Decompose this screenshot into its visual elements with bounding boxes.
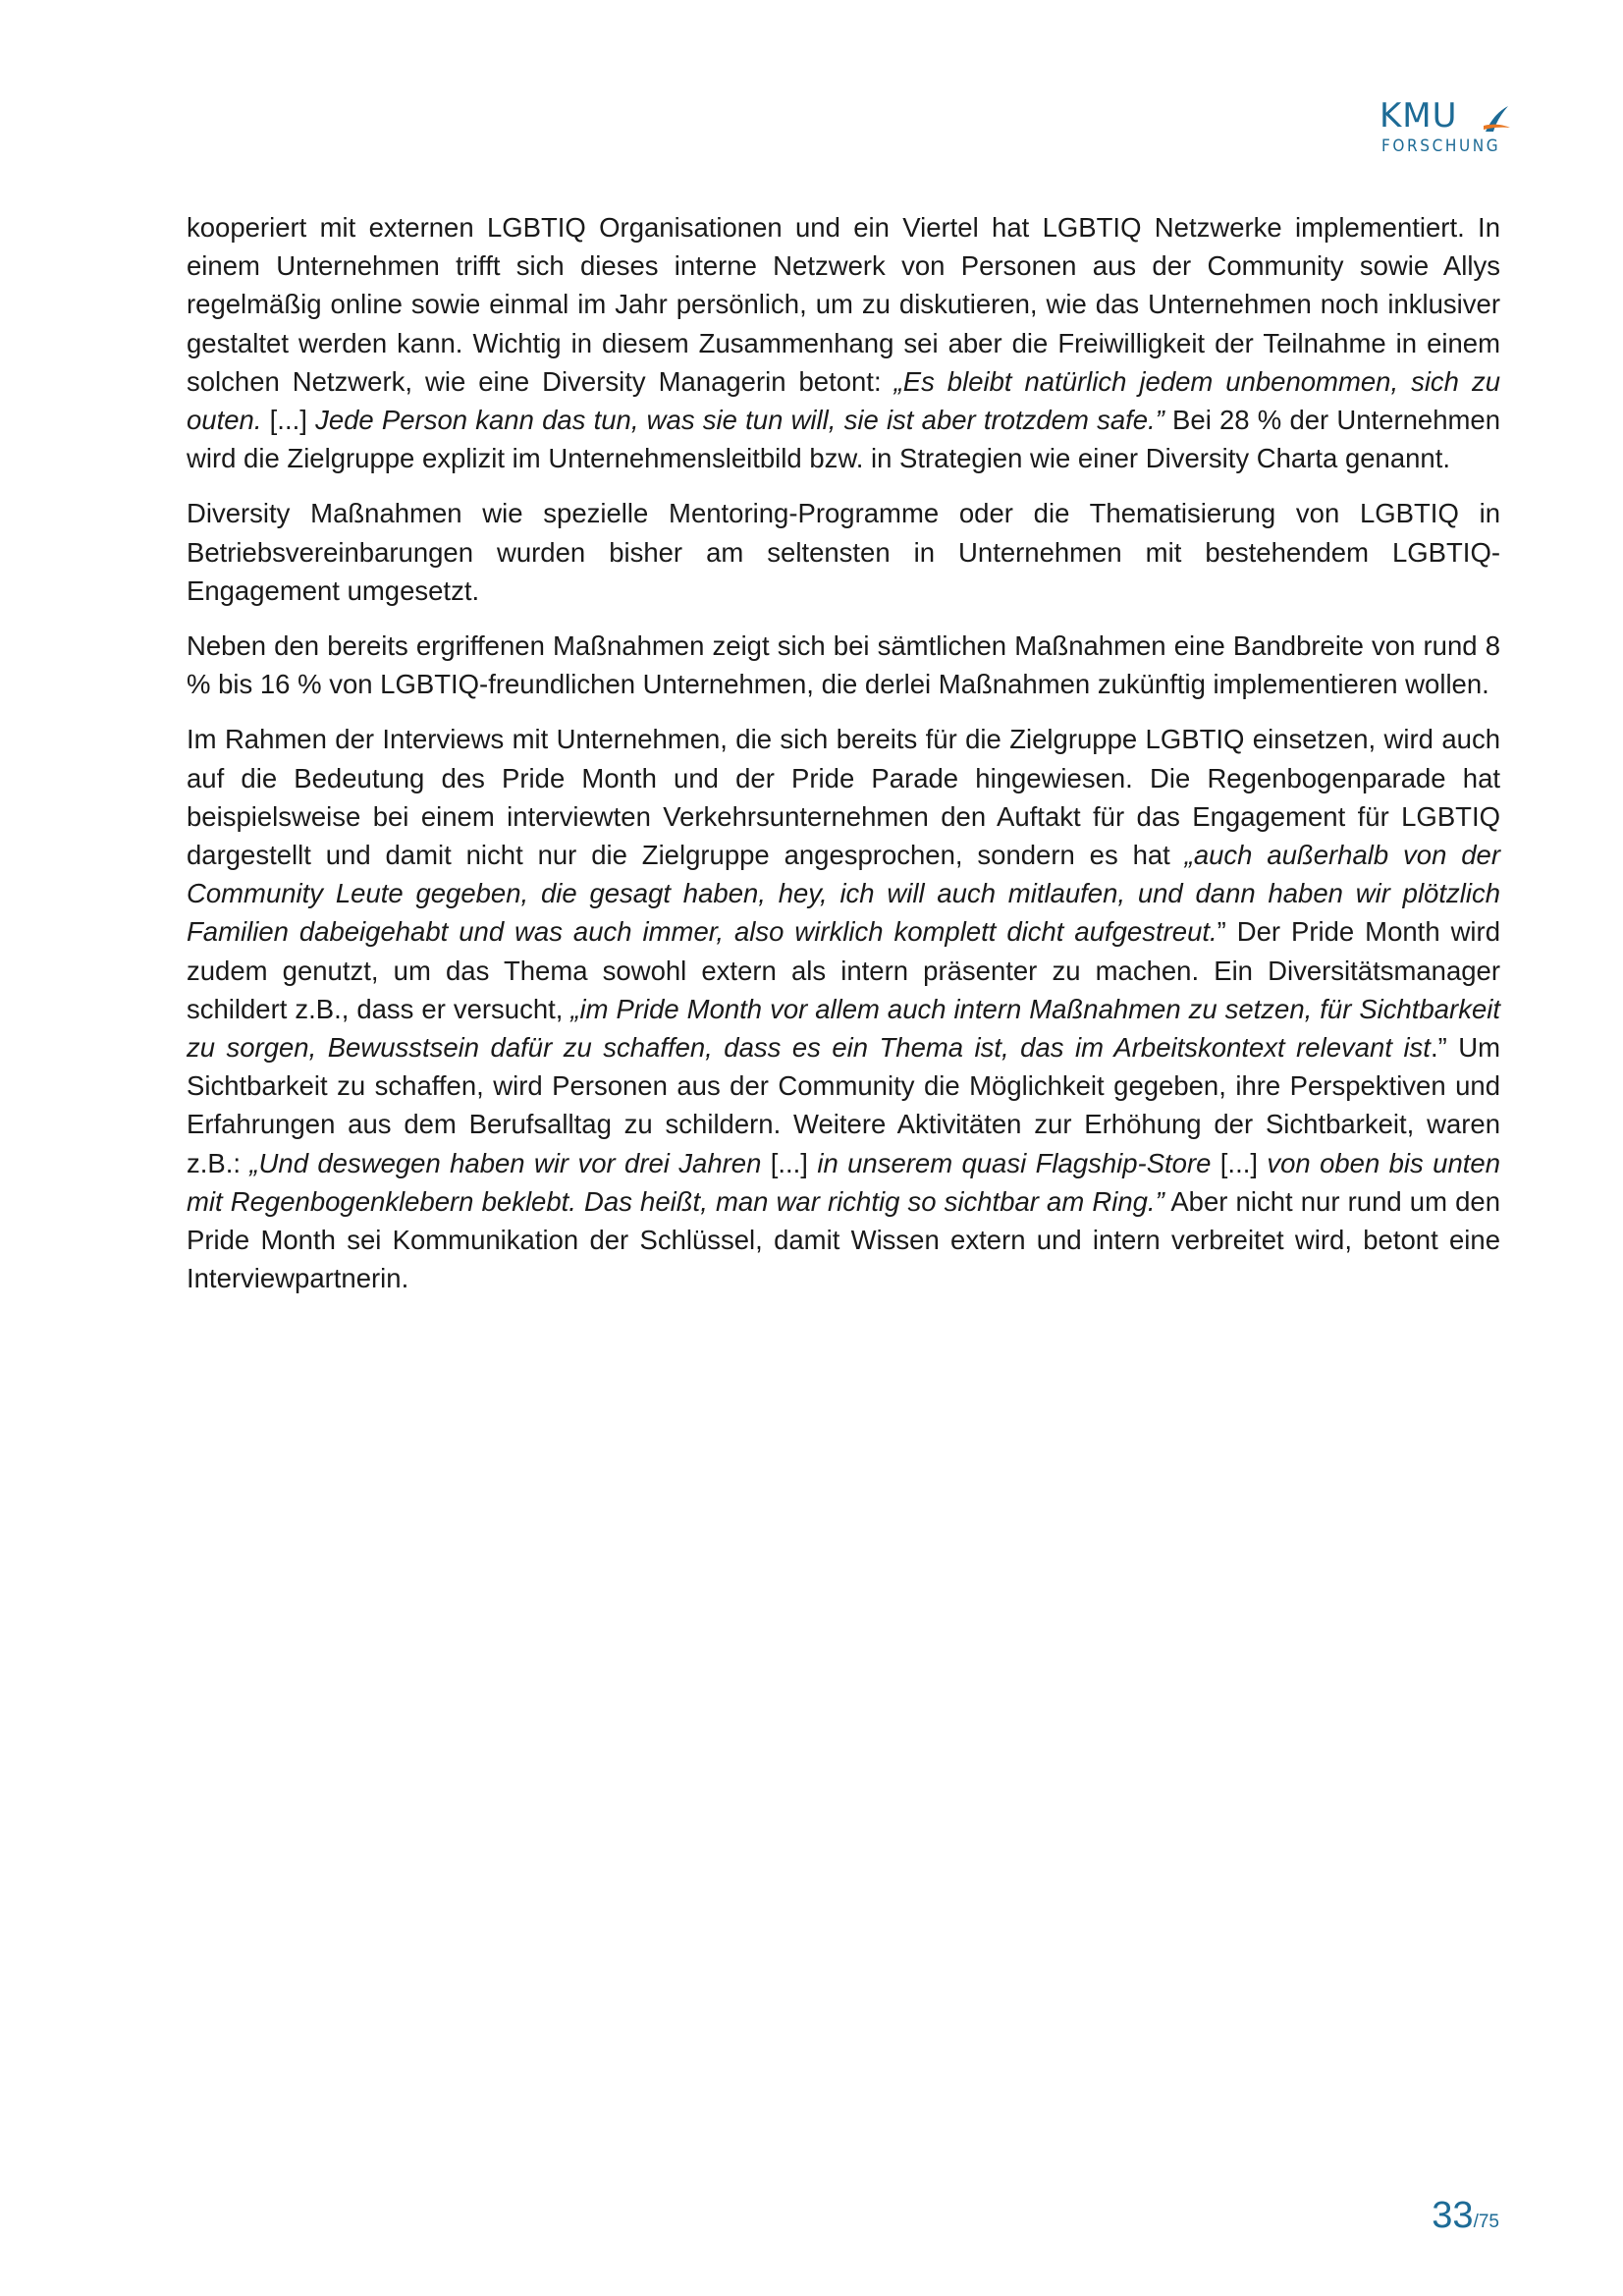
quote-text: „im Pride Month vor allem auch intern Maßnahmen zu setzen, für Sichtbarkeit zu sorgen, Bewusstsein dafür zu schaffen, dass es ein Thema ist, das im Arbeitskontext relevant ist [187, 993, 1500, 1064]
kmu-forschung-logo [1380, 98, 1517, 159]
body-text-segment: Bei 28 % der Unternehmen wird die Zielgruppe explizit im Unternehmensleitbild bzw. in Strategien wie einer Diversity Charta genannt. [187, 405, 1501, 474]
page-number [1432, 2195, 1499, 2237]
paragraph [187, 720, 1500, 1297]
body-text-segment: Diversity Maßnahmen wie spezielle Mentoring-Programme oder die Thematisierung von LGBTIQ in Betriebsvereinbarungen wurden bisher am seltensten in Unternehmen mit bestehendem LGBTIQ-Engagement umgesetzt. [187, 498, 1500, 606]
paragraph [187, 627, 1500, 703]
paragraph [187, 494, 1500, 610]
quote-text: „Und deswegen haben wir vor drei Jahren [249, 1147, 762, 1178]
quote-text: „Es bleibt natürlich jedem unbenommen, sich zu outen. [187, 365, 1500, 436]
quote-text: Jede Person kann das tun, was sie tun will, sie ist aber trotzdem safe.” [315, 405, 1164, 436]
body-text-segment: Im Rahmen der Interviews mit Unternehmen, die sich bereits für die Zielgruppe LGBTIQ einsetzen, wird auch auf die Bedeutung des Pride Month und der Pride Parade hingewiesen. Die Regenbogenparade hat beispielsweise bei einem interviewten Verkehrsunternehmen den Auftakt für das Engagement für LGBTIQ dargestellt und damit nicht nur die Zielgruppe angesprochen, sondern es hat [187, 724, 1500, 871]
paragraph [187, 208, 1500, 477]
logo-kmu-text: KMU [1380, 96, 1458, 136]
logo-swoosh-icon [1482, 102, 1511, 134]
logo-forschung-text: FORSCHUNG [1381, 137, 1501, 156]
body-text-segment: .” Um Sichtbarkeit zu schaffen, wird Personen aus der Community die Möglichkeit gegeben, ihre Perspektiven und Erfahrungen aus dem Berufsalltag zu schildern. Weitere Aktivitäten zur Erhöhung der Sichtbarkeit, waren z.B.: [187, 1032, 1500, 1178]
body-text-segment: ” Der Pride Month wird zudem genutzt, um das Thema sowohl extern als intern präsenter zu machen. Ein Diversitätsmanager schildert z.B., dass er versucht, [187, 916, 1500, 1024]
body-text-segment: [...] [1211, 1147, 1268, 1178]
body-text-segment: Aber nicht nur rund um den Pride Month sei Kommunikation der Schlüssel, damit Wissen extern und intern verbreitet wird, betont eine Interviewpartnerin. [187, 1185, 1500, 1294]
quote-text: in unserem quasi Flagship-Store [817, 1147, 1212, 1178]
page-total: /75 [1473, 2212, 1499, 2232]
body-text-segment: kooperiert mit externen LGBTIQ Organisationen und ein Viertel hat LGBTIQ Netzwerke implementiert. In einem Unternehmen trifft sich dieses interne Netzwerk von Personen aus der Community sowie Allys regelmäßig online sowie einmal im Jahr persönlich, um zu diskutieren, wie das Unternehmen noch inklusiver gestaltet werden kann. Wichtig in diesem Zusammenhang sei aber die Freiwilligkeit der Teilnahme in einem solchen Netzwerk, wie eine Diversity Managerin betont: [187, 212, 1500, 397]
quote-text: von oben bis unten mit Regenbogenklebern beklebt. Das heißt, man war richtig so sichtbar am Ring.” [187, 1147, 1500, 1217]
body-text-segment: [...] [761, 1147, 818, 1178]
body-text [187, 208, 1500, 1314]
page-current: 33 [1432, 2195, 1474, 2236]
body-text-segment: [...] [261, 405, 316, 436]
quote-text: „auch außerhalb von der Community Leute gegeben, die gesagt haben, hey, ich will auch mitlaufen, und dann haben wir plötzlich Familien dabeigehabt und was auch immer, also wirklich komplett dicht aufgestreut. [187, 840, 1500, 948]
body-text-segment: Neben den bereits ergriffenen Maßnahmen zeigt sich bei sämtlichen Maßnahmen eine Bandbreite von rund 8 % bis 16 % von LGBTIQ-freundlichen Unternehmen, die derlei Maßnahmen zukünftig implementieren wollen. [187, 630, 1500, 700]
